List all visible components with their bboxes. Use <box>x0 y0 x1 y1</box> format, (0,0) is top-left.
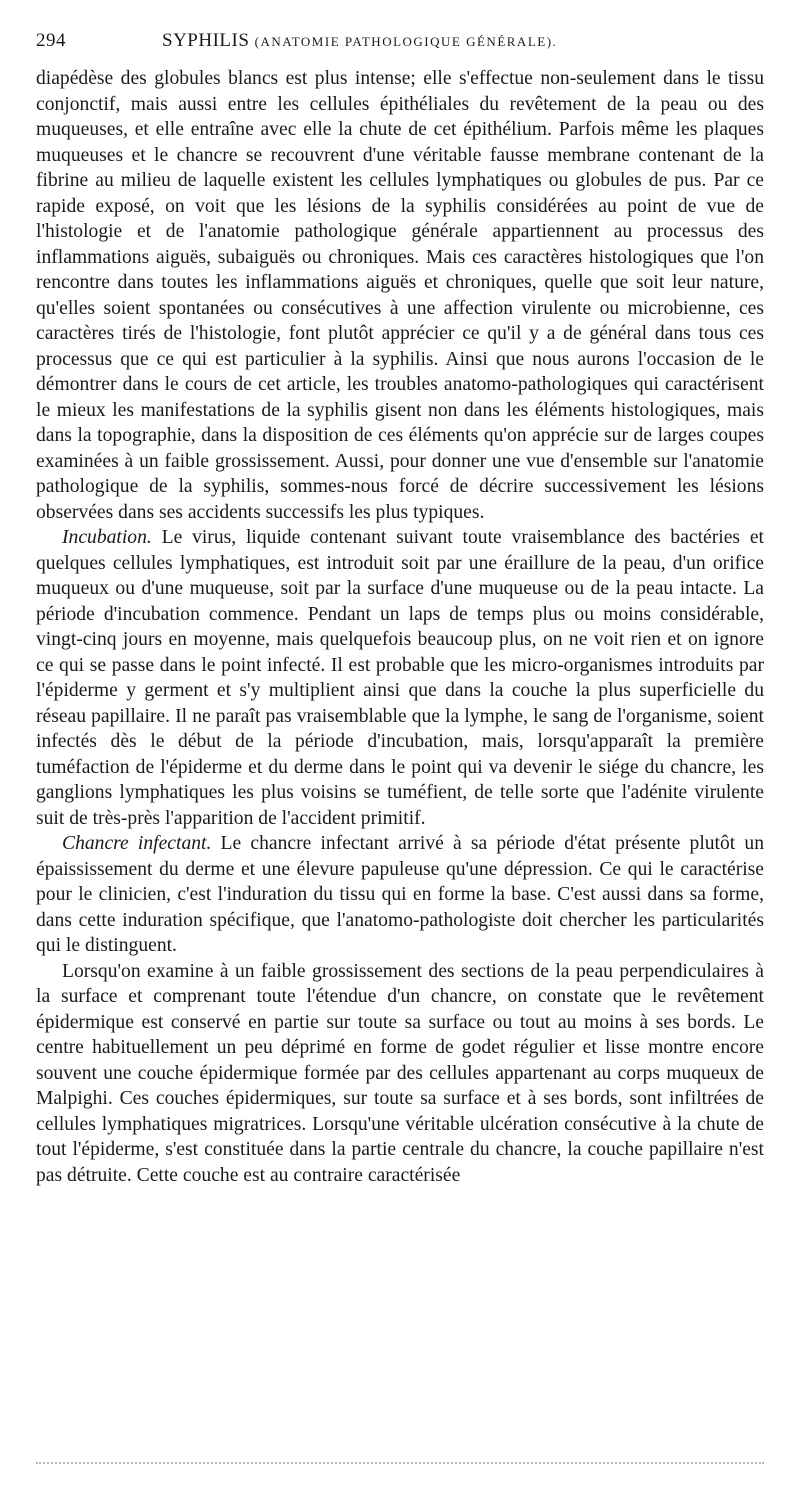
paragraph-chancre-infectant-text: Le chancre infectant arrivé à sa période d'état présente plutôt un épaississement du derme et une élevure papuleuse qu'une dépression. Ce qui le caractérise pour le clinicien, c'est l'induration du tissu qui en forme la base. C'est aussi dans sa forme, dans cette induration spécifique, que l'anatomo-pathologiste doit chercher les particularités qui le distinguent. <box>36 833 765 956</box>
section-title-chancre-infectant: Chancre infectant. <box>62 833 212 854</box>
paragraph-chancre-infectant <box>36 831 764 959</box>
running-title-main: SYPHILIS <box>162 30 250 51</box>
body-text <box>36 66 764 1188</box>
paragraph-incubation <box>36 525 764 831</box>
paragraph-intro-text: diapédèse des globules blancs est plus intense; elle s'effectue non-seulement dans le tissu conjonctif, mais aussi entre les cellules épithéliales du revêtement de la peau ou des muqueuses, et elle entraîne avec elle la chute de cet épithélium. Parfois même les plaques muqueuses et le chancre se recouvrent d'une véritable fausse membrane contenant de la fibrine au milieu de laquelle existent les cellules lymphatiques ou globules de pus. Par ce rapide exposé, on voit que les lésions de la syphilis considérées au point de vue de l'histologie et de l'anatomie pathologique générale appartiennent au processus des inflammations aiguës, subaiguës ou chroniques. Mais ces caractères histologiques que l'on rencontre dans toutes les inflammations aiguës et chroniques, quelle que soit leur nature, qu'elles soient spontanées ou consécutives à une affection virulente ou microbienne, ces caractères tirés de l'histologie, font plutôt apprécier ce qu'il y a de général dans tous ces processus que ce qui est particulier à la syphilis. Ainsi que nous aurons l'occasion de le démontrer dans le cours de cet article, les troubles anatomo-pathologiques qui caractérisent le mieux les manifestations de la syphilis gisent non dans les éléments histologiques, mais dans la topographie, dans la disposition de ces éléments qu'on apprécie sur de larges coupes examinées à un faible grossissement. Aussi, pour donner une vue d'ensemble sur l'anatomie pathologique de la syphilis, sommes-nous forcé de décrire successivement les lésions observées dans ses accidents successifs les plus typiques. <box>36 68 764 523</box>
paragraph-examination <box>36 959 764 1189</box>
running-title <box>162 30 557 52</box>
paragraph-examination-text: Lorsqu'on examine à un faible grossissement des sections de la peau perpendiculaires à la surface et comprenant toute l'étendue d'un chancre, on constate que le revêtement épidermique est conservé en partie sur toute sa surface ou tout au moins à ses bords. Le centre habituellement un peu déprimé en forme de godet régulier et lisse montre encore souvent une couche épidermique formée par des cellules appartenant au corps muqueux de Malpighi. Ces couches épidermiques, sur toute sa surface et à ses bords, sont infiltrées de cellules lymphatiques migratrices. Lorsqu'une véritable ulcération consécutive à la chute de tout l'épiderme, s'est constituée dans la partie centrale du chancre, la couche papillaire n'est pas détruite. Cette couche est au contraire caractérisée <box>36 960 764 1186</box>
bleed-through-dotted-line <box>36 1462 764 1464</box>
page-header <box>36 30 764 60</box>
running-title-subtitle: (ANATOMIE PATHOLOGIQUE GÉNÉRALE). <box>254 34 558 49</box>
paragraph-intro <box>36 66 764 525</box>
paragraph-incubation-text: Le virus, liquide contenant suivant toute vraisemblance des bactéries et quelques cellules lymphatiques, est introduit soit par une éraillure de la peau, d'un orifice muqueux ou d'une muqueuse, soit par la surface d'une muqueuse ou de la peau intacte. La période d'incubation commence. Pendant un laps de temps plus ou moins considérable, vingt-cinq jours en moyenne, mais quelquefois beaucoup plus, on ne voit rien et on ignore ce qui se passe dans le point infecté. Il est probable que les micro-organismes introduits par l'épiderme y germent et s'y multiplient ainsi que dans la couche la plus superficielle du réseau papillaire. Il ne paraît pas vraisemblable que la lymphe, le sang de l'organisme, soient infectés dès le début de la période d'incubation, mais, lorsqu'apparaît la première tuméfaction de l'épiderme et du derme dans le point qui va devenir le siége du chancre, les ganglions lymphatiques les plus voisins se tuméfient, de telle sorte que l'adénite virulente suit de très-près l'apparition de l'accident primitif. <box>36 527 764 829</box>
section-title-incubation: Incubation. <box>62 527 152 548</box>
page-number: 294 <box>36 30 66 51</box>
